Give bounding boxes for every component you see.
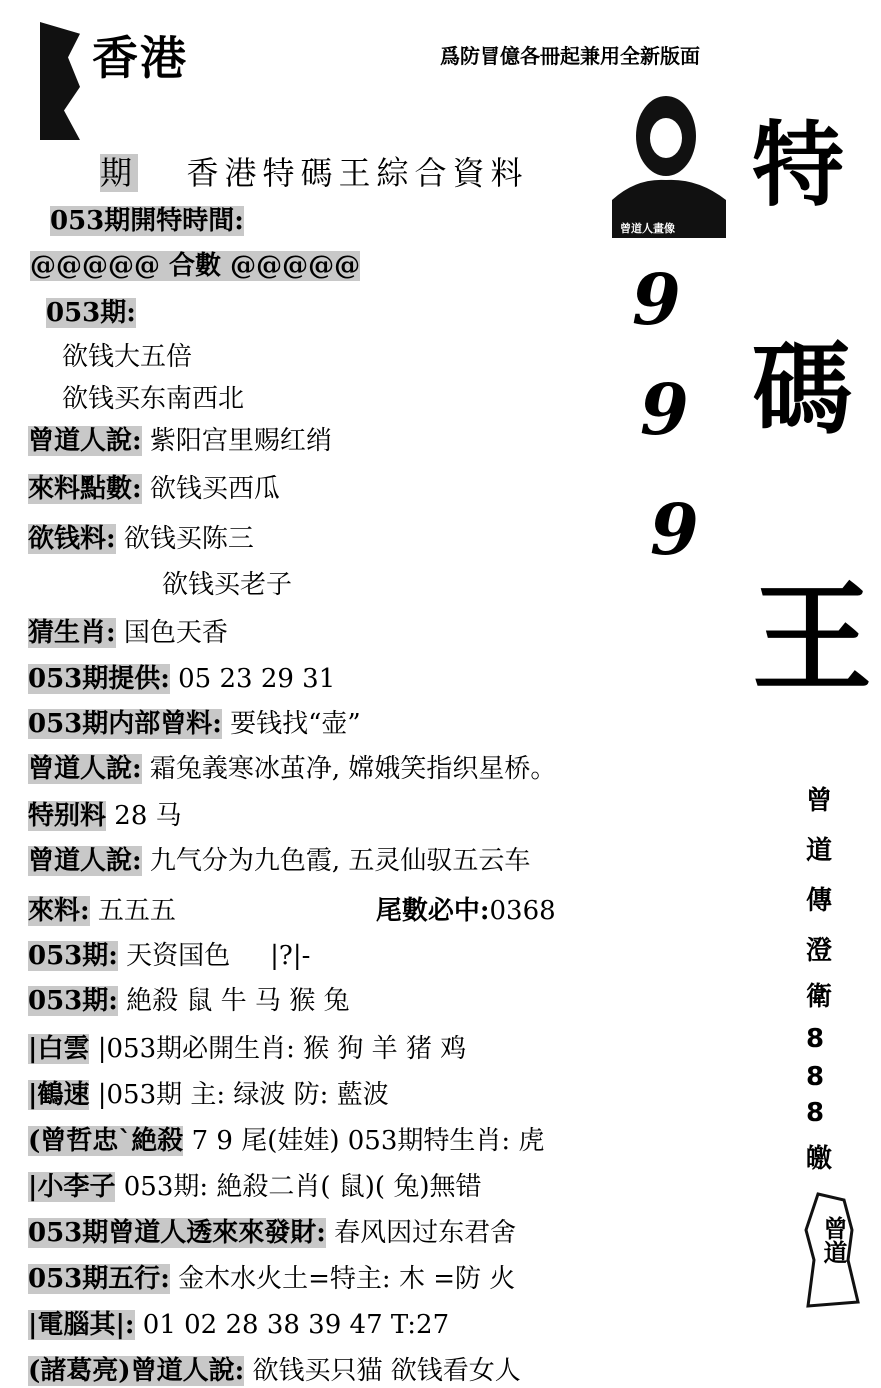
- title-prefix: 期: [100, 154, 139, 192]
- logo-text: 香港: [92, 31, 188, 85]
- big-char-wang: 王: [752, 570, 872, 709]
- line-text: 国色天香: [123, 618, 228, 648]
- seal: [800, 1190, 862, 1310]
- line-label: 來料點數:: [28, 474, 142, 504]
- content-line: [28, 748, 556, 785]
- line-label: (諸葛亮)曾道人說:: [28, 1356, 245, 1386]
- content-line: [28, 890, 556, 927]
- vertical-char: 曾: [806, 786, 833, 816]
- content-line: [28, 1258, 515, 1295]
- vertical-char: 道: [806, 836, 833, 866]
- nine-1: 9: [632, 258, 681, 341]
- big-char-ma: 碼: [752, 331, 852, 448]
- line-text: 天资国色: [126, 941, 231, 971]
- content-line: [28, 1304, 449, 1341]
- line-text: |053期 主: 绿波 防: 藍波: [97, 1080, 389, 1110]
- content-line: [28, 1074, 389, 1111]
- vertical-char: 澄: [806, 936, 833, 966]
- line-extra-label: 尾數必中:: [375, 896, 490, 926]
- line-text: 欲钱买只猫 欲钱看女人: [252, 1356, 521, 1386]
- line-text: 紫阳宫里赐红绡: [149, 426, 332, 456]
- content-line: [28, 468, 280, 505]
- line-label: 053期:: [28, 986, 118, 1016]
- big-char-te: 特: [752, 112, 845, 219]
- content-line: [28, 518, 254, 555]
- vertical-char: 8: [806, 1098, 825, 1128]
- vertical-char: 8: [806, 1062, 825, 1092]
- line-label: 曾道人說:: [28, 754, 142, 784]
- content-line: [28, 1120, 544, 1157]
- line-label: |白雲: [28, 1034, 90, 1064]
- content-line: [28, 980, 349, 1017]
- content-line: [28, 1028, 466, 1065]
- line-label: 特别料: [28, 801, 107, 831]
- line-extra-text: 0368: [489, 896, 556, 926]
- line-text: 要钱找“壶”: [230, 709, 361, 739]
- line-label: 053期:: [28, 941, 118, 971]
- line-text: 01 02 28 38 39 47 T:27: [142, 1310, 450, 1340]
- vertical-char: 8: [806, 1024, 825, 1054]
- portrait: [606, 88, 732, 238]
- title-text: 香港特碼王綜合資料: [186, 154, 529, 192]
- line-text: 金木水火土=特主: 木 =防 火: [178, 1264, 516, 1294]
- line-text: 九气分为九色霞, 五灵仙驭五云车: [149, 846, 531, 876]
- line-text: |053期必開生肖: 猴 狗 羊 猪 鸡: [97, 1034, 467, 1064]
- content-line: [28, 840, 530, 877]
- header-slogan: 爲防冒億各冊起兼用全新版面: [440, 44, 700, 68]
- page-title: [100, 148, 529, 194]
- line-label: 053期:: [46, 298, 136, 328]
- content-line: [28, 703, 361, 740]
- line-extra-text: |?|-: [270, 941, 311, 971]
- content-line: [28, 658, 335, 695]
- content-line: [28, 420, 332, 457]
- content-line: [46, 292, 136, 329]
- line-text: 欲钱大五倍: [62, 342, 193, 372]
- seal-text: 曾道: [819, 1216, 848, 1264]
- vertical-char: 傳: [806, 886, 833, 916]
- line-label: 曾道人說:: [28, 426, 142, 456]
- content-line: [62, 378, 244, 415]
- line-text: 28 马: [114, 801, 182, 831]
- content-line: [28, 1350, 521, 1387]
- line-label: 來料:: [28, 896, 90, 926]
- content-line: [62, 336, 192, 373]
- line-label: 欲钱料:: [28, 524, 116, 554]
- portrait-image: [606, 88, 732, 238]
- line-label: |鶴速: [28, 1080, 90, 1110]
- line-label: 猜生肖:: [28, 618, 116, 648]
- line-label: 053期曾道人透來來發財:: [28, 1218, 326, 1248]
- content-line: [28, 795, 182, 832]
- content-line: [28, 935, 310, 972]
- line-text: 五五五: [97, 896, 176, 926]
- line-text: 欲钱买西瓜: [149, 474, 280, 504]
- content-line: [28, 1166, 482, 1203]
- content-line: [28, 1212, 516, 1249]
- line-label: 053期五行:: [28, 1264, 170, 1294]
- content-line: [162, 564, 292, 601]
- line-text: 春风因过东君舍: [334, 1218, 517, 1248]
- line-text: 053期: 絶殺二肖( 鼠)( 兔)無错: [123, 1172, 482, 1202]
- line-text: 欲钱买陈三: [123, 524, 254, 554]
- content-line: [50, 200, 244, 237]
- line-label: 053期提供:: [28, 664, 170, 694]
- nine-3: 9: [650, 488, 699, 571]
- portrait-caption: 曾道人畫像: [620, 222, 675, 235]
- line-text: 7 9 尾(娃娃) 053期特生肖: 虎: [191, 1126, 545, 1156]
- line-text: 欲钱买老子: [162, 570, 293, 600]
- line-label: @@@@@ 合數 @@@@@: [30, 251, 361, 281]
- content-line: [30, 245, 360, 282]
- line-text: 欲钱买东南西北: [62, 384, 245, 414]
- nine-2: 9: [640, 368, 689, 451]
- content-line: [28, 612, 228, 649]
- line-text: 霜兔義寒冰茧净, 嫦娥笑指织星桥。: [149, 754, 557, 784]
- vertical-char: 衛: [806, 982, 833, 1012]
- line-label: 曾道人說:: [28, 846, 142, 876]
- line-text: 絶殺 鼠 牛 马 猴 兔: [126, 986, 350, 1016]
- line-label: |小李子: [28, 1172, 116, 1202]
- line-label: |電腦其|:: [28, 1310, 135, 1340]
- line-label: (曾哲忠`絶殺: [28, 1126, 184, 1156]
- line-label: 053期開特時間:: [50, 206, 244, 236]
- logo-mark: [40, 22, 80, 140]
- line-text: 05 23 29 31: [178, 664, 336, 694]
- line-label: 053期内部曾料:: [28, 709, 222, 739]
- vertical-char: 皦: [806, 1144, 833, 1174]
